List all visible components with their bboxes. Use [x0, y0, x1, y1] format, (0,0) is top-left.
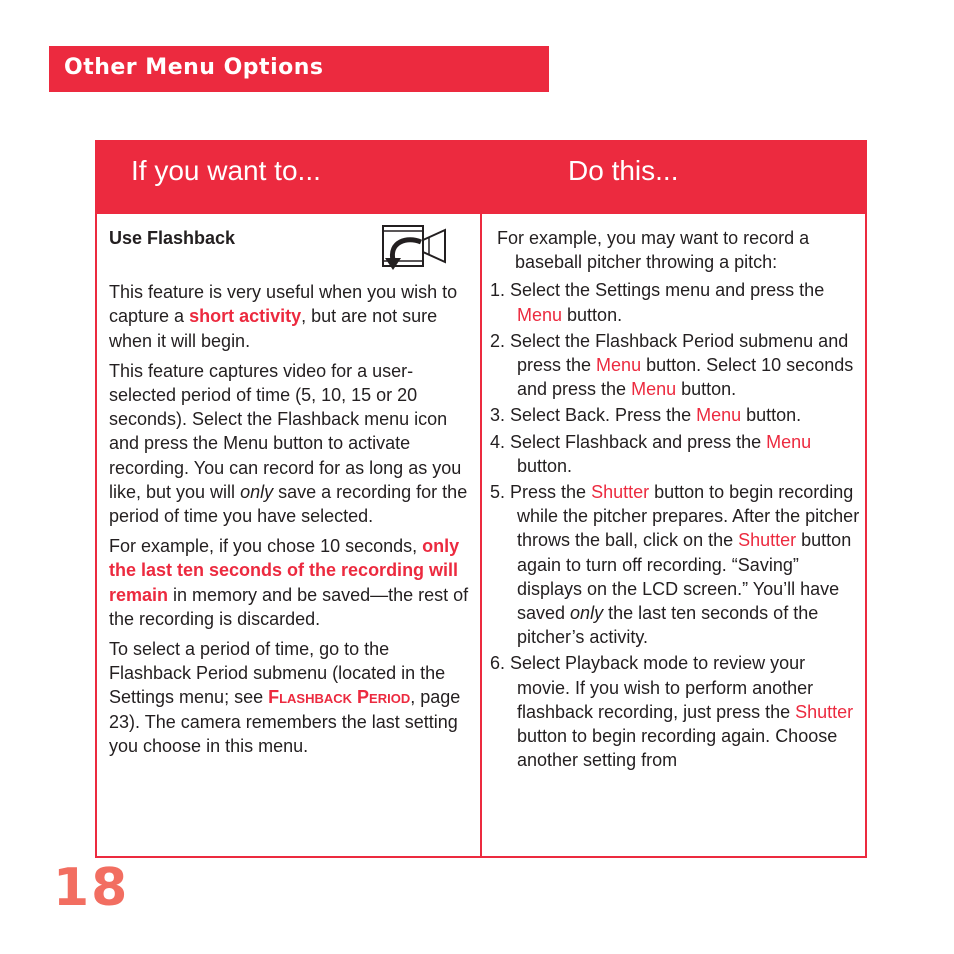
text: button. — [741, 405, 802, 426]
header-left-label: If you want to... — [131, 155, 321, 186]
paragraph-4 — [109, 637, 469, 758]
left-column — [109, 226, 469, 764]
text: button. — [517, 455, 573, 476]
text: in memory and be saved—the rest of the recording is discarded. — [109, 584, 469, 629]
section-title: Other Menu Options — [64, 55, 324, 80]
text: button. — [676, 379, 737, 400]
steps-list — [490, 278, 860, 772]
step-2 — [490, 329, 860, 402]
menu-button-ref: Menu — [596, 355, 642, 376]
column-divider — [480, 142, 482, 858]
text: save a recording for the period of time you have selected. — [109, 481, 468, 527]
text: the last ten seconds of the pitcher’s activity. — [517, 603, 819, 648]
step-4 — [490, 430, 860, 478]
text: 4. Select Flashback and press the — [490, 431, 767, 452]
text: button. Select 10 seconds and press the — [517, 355, 854, 400]
step-1 — [490, 278, 860, 326]
right-column — [490, 226, 860, 774]
text: 5. Press the — [490, 482, 592, 503]
emphasis-last-ten-seconds: only the last ten seconds of the recording will remain — [109, 536, 460, 605]
header-right — [482, 142, 865, 214]
step-3 — [490, 403, 860, 427]
text: button to begin recording while the pitcher prepares. After the pitcher throws the ball, click on the — [517, 482, 860, 551]
shutter-button-ref: Shutter — [738, 530, 797, 551]
menu-button-ref: Menu — [631, 379, 677, 400]
shutter-button-ref: Shutter — [795, 701, 854, 722]
text: 6. Select Playback mode to review your movie. If you wish to perform another flashback recording, just press the — [490, 653, 814, 722]
text: button. — [562, 304, 623, 325]
text: , page 23). The camera remembers the last setting you choose in this menu. — [109, 687, 461, 756]
text: 2. Select the Flashback Period submenu and press the — [490, 330, 849, 376]
text: 3. Select Back. Press the — [490, 405, 697, 426]
menu-button-ref: Menu — [696, 405, 742, 426]
step-5 — [490, 480, 860, 649]
text: 1. Select the Settings menu and press the — [490, 280, 825, 301]
section-banner — [49, 46, 549, 92]
text: This feature is very useful when you wish to capture a — [109, 282, 458, 327]
italic-only: only — [240, 481, 274, 502]
page-number: 18 — [53, 858, 130, 918]
header-left — [97, 142, 480, 214]
intro-text: For example, you may want to record a baseball pitcher throwing a pitch: — [497, 228, 810, 273]
paragraph-1 — [109, 280, 469, 353]
cross-reference-flashback-period[interactable]: Flashback Period — [268, 687, 411, 708]
text: , but are not sure when it will begin. — [109, 306, 438, 351]
instruction-table — [95, 140, 867, 858]
text: To select a period of time, go to the Flashback Period submenu (located in the Settings menu; see — [109, 639, 446, 708]
text: button again to turn off recording. “Saving” displays on the LCD screen.” You’ll have saved — [517, 530, 852, 624]
emphasis-short-activity: short activity — [189, 306, 302, 327]
italic-only: only — [570, 603, 604, 624]
menu-button-ref: Menu — [517, 304, 563, 325]
text: This feature captures video for a user-selected period of time (5, 10, 15 or 20 seconds). Select the Flashback menu icon and press the Menu button to activate recording. You can record for as long as you like, but you will — [109, 360, 462, 502]
step-6 — [490, 651, 860, 772]
text: button to begin recording again. Choose another setting from — [517, 726, 838, 771]
feature-title: Use Flashback — [109, 228, 236, 248]
menu-button-ref: Menu — [766, 431, 812, 452]
header-right-label: Do this... — [568, 155, 679, 186]
text: For example, if you chose 10 seconds, — [109, 536, 423, 557]
paragraph-3 — [109, 534, 469, 631]
paragraph-2 — [109, 359, 469, 528]
shutter-button-ref: Shutter — [591, 482, 650, 503]
